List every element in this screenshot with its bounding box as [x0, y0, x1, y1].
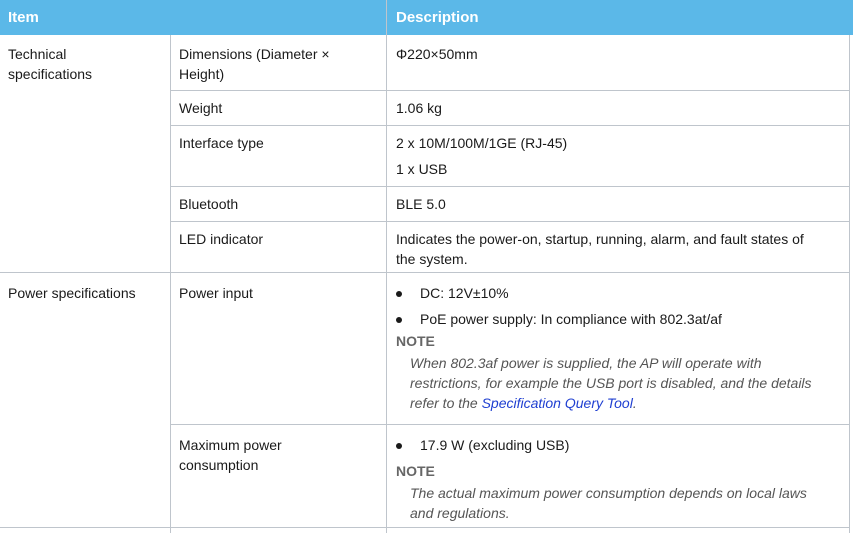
row-name-dimensions: Dimensions (Diameter × Height): [179, 46, 330, 82]
list-item: PoE power supply: In compliance with 802.3at/af: [396, 309, 846, 329]
list-item: 17.9 W (excluding USB): [396, 435, 846, 455]
note-label: NOTE: [396, 463, 435, 479]
grid-line: [386, 0, 387, 533]
row-value-weight: 1.06 kg: [396, 100, 442, 116]
note-text: The actual maximum power consumption depends on local laws and regulations.: [410, 485, 807, 521]
header-item: Item: [8, 9, 39, 26]
bullet-icon: [396, 443, 402, 449]
row-name-led: LED indicator: [179, 231, 264, 247]
row-value-interface-1: 2 x 10M/100M/1GE (RJ-45): [396, 135, 568, 151]
row-name-interface: Interface type: [179, 135, 264, 151]
grid-line: [170, 125, 850, 126]
bullet-icon: [396, 291, 402, 297]
row-value-led: Indicates the power-on, startup, running, alarm, and fault states of the system.: [396, 231, 804, 267]
max-power-content: [396, 435, 846, 523]
specification-query-tool-link[interactable]: Specification Query Tool: [481, 395, 633, 411]
row-name-bluetooth: Bluetooth: [179, 196, 239, 212]
grid-line: [170, 186, 850, 187]
row-value-interface-2: 1 x USB: [396, 161, 448, 177]
row-name-power-input: Power input: [179, 285, 253, 301]
bullet-icon: [396, 317, 402, 323]
grid-line: [170, 35, 171, 533]
table-header: [0, 0, 853, 35]
grid-line: [170, 90, 850, 91]
grid-line: [170, 424, 850, 425]
row-value-dimensions: Φ220×50mm: [396, 46, 478, 62]
note-text: When 802.3af power is supplied, the AP will operate with restrictions, for example the USB port is disabled, and the details refer to the Specification Query Tool.: [410, 355, 812, 411]
row-name-max-power: Maximum power consumption: [179, 437, 282, 473]
group-technical: Technical specifications: [8, 46, 93, 82]
row-value-bluetooth: BLE 5.0: [396, 196, 446, 212]
group-power: Power specifications: [8, 285, 136, 301]
grid-line: [0, 527, 850, 528]
grid-line: [849, 35, 850, 533]
grid-line: [0, 272, 850, 273]
grid-line: [170, 221, 850, 222]
note-label: NOTE: [396, 333, 435, 349]
list-item: DC: 12V±10%: [396, 283, 846, 303]
row-name-weight: Weight: [179, 100, 223, 116]
header-description: Description: [396, 9, 479, 26]
power-input-content: [396, 283, 846, 413]
